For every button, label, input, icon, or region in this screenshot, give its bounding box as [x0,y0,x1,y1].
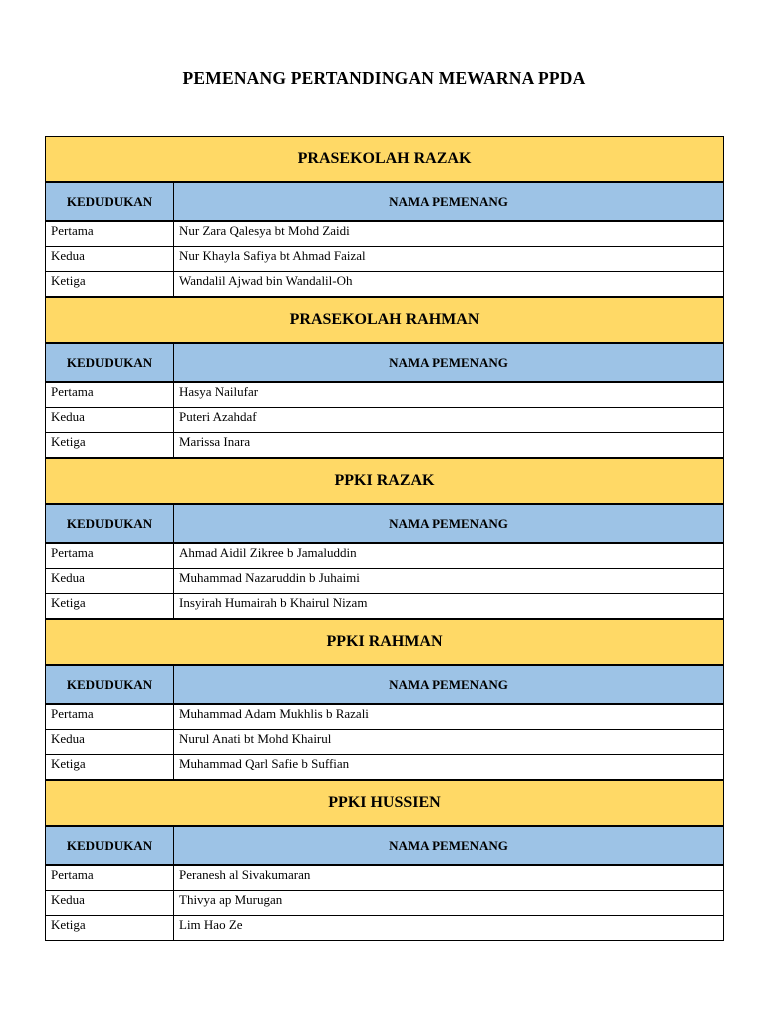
winner-name-header: NAMA PEMENANG [174,665,724,704]
winner-cell: Puteri Azahdaf [174,408,724,433]
winner-name-header: NAMA PEMENANG [174,826,724,865]
winner-cell: Nurul Anati bt Mohd Khairul [174,730,724,755]
column-header-row [46,504,724,543]
table-row [46,865,724,891]
section-row [46,137,724,183]
winners-table [45,136,724,941]
position-cell: Pertama [46,865,174,891]
position-header: KEDUDUKAN [46,343,174,382]
position-cell: Ketiga [46,272,174,298]
position-cell: Ketiga [46,594,174,620]
table-row [46,433,724,459]
position-cell: Kedua [46,891,174,916]
position-cell: Pertama [46,382,174,408]
position-cell: Ketiga [46,755,174,781]
position-header: KEDUDUKAN [46,826,174,865]
table-row [46,916,724,941]
winner-cell: Nur Khayla Safiya bt Ahmad Faizal [174,247,724,272]
table-row [46,221,724,247]
winner-name-header: NAMA PEMENANG [174,504,724,543]
table-row [46,382,724,408]
section-row [46,297,724,343]
position-cell: Kedua [46,247,174,272]
winner-name-header: NAMA PEMENANG [174,182,724,221]
table-row [46,272,724,298]
table-row [46,408,724,433]
table-row [46,569,724,594]
column-header-row [46,665,724,704]
section-row [46,458,724,504]
position-cell: Pertama [46,543,174,569]
winner-cell: Muhammad Nazaruddin b Juhaimi [174,569,724,594]
section-row [46,619,724,665]
winner-name-header: NAMA PEMENANG [174,343,724,382]
position-cell: Kedua [46,730,174,755]
position-cell: Kedua [46,569,174,594]
winner-cell: Nur Zara Qalesya bt Mohd Zaidi [174,221,724,247]
position-header: KEDUDUKAN [46,182,174,221]
section-title: PPKI RAZAK [46,458,724,504]
table-row [46,594,724,620]
position-cell: Pertama [46,221,174,247]
section-title: PPKI RAHMAN [46,619,724,665]
section-title: PRASEKOLAH RAHMAN [46,297,724,343]
table-row [46,543,724,569]
table-row [46,247,724,272]
position-cell: Ketiga [46,433,174,459]
winner-cell: Muhammad Adam Mukhlis b Razali [174,704,724,730]
winner-cell: Insyirah Humairah b Khairul Nizam [174,594,724,620]
position-cell: Pertama [46,704,174,730]
position-header: KEDUDUKAN [46,504,174,543]
winner-cell: Hasya Nailufar [174,382,724,408]
winner-cell: Ahmad Aidil Zikree b Jamaluddin [174,543,724,569]
document-title: PEMENANG PERTANDINGAN MEWARNA PPDA [182,68,586,88]
column-header-row [46,343,724,382]
winner-cell: Lim Hao Ze [174,916,724,941]
table-row [46,891,724,916]
position-cell: Kedua [46,408,174,433]
table-row [46,730,724,755]
position-header: KEDUDUKAN [46,665,174,704]
winner-cell: Wandalil Ajwad bin Wandalil-Oh [174,272,724,298]
winner-cell: Muhammad Qarl Safie b Suffian [174,755,724,781]
section-title: PPKI HUSSIEN [46,780,724,826]
position-cell: Ketiga [46,916,174,941]
winner-cell: Thivya ap Murugan [174,891,724,916]
table-row [46,755,724,781]
winner-cell: Peranesh al Sivakumaran [174,865,724,891]
winner-cell: Marissa Inara [174,433,724,459]
section-row [46,780,724,826]
column-header-row [46,826,724,865]
section-title: PRASEKOLAH RAZAK [46,137,724,183]
table-row [46,704,724,730]
column-header-row [46,182,724,221]
